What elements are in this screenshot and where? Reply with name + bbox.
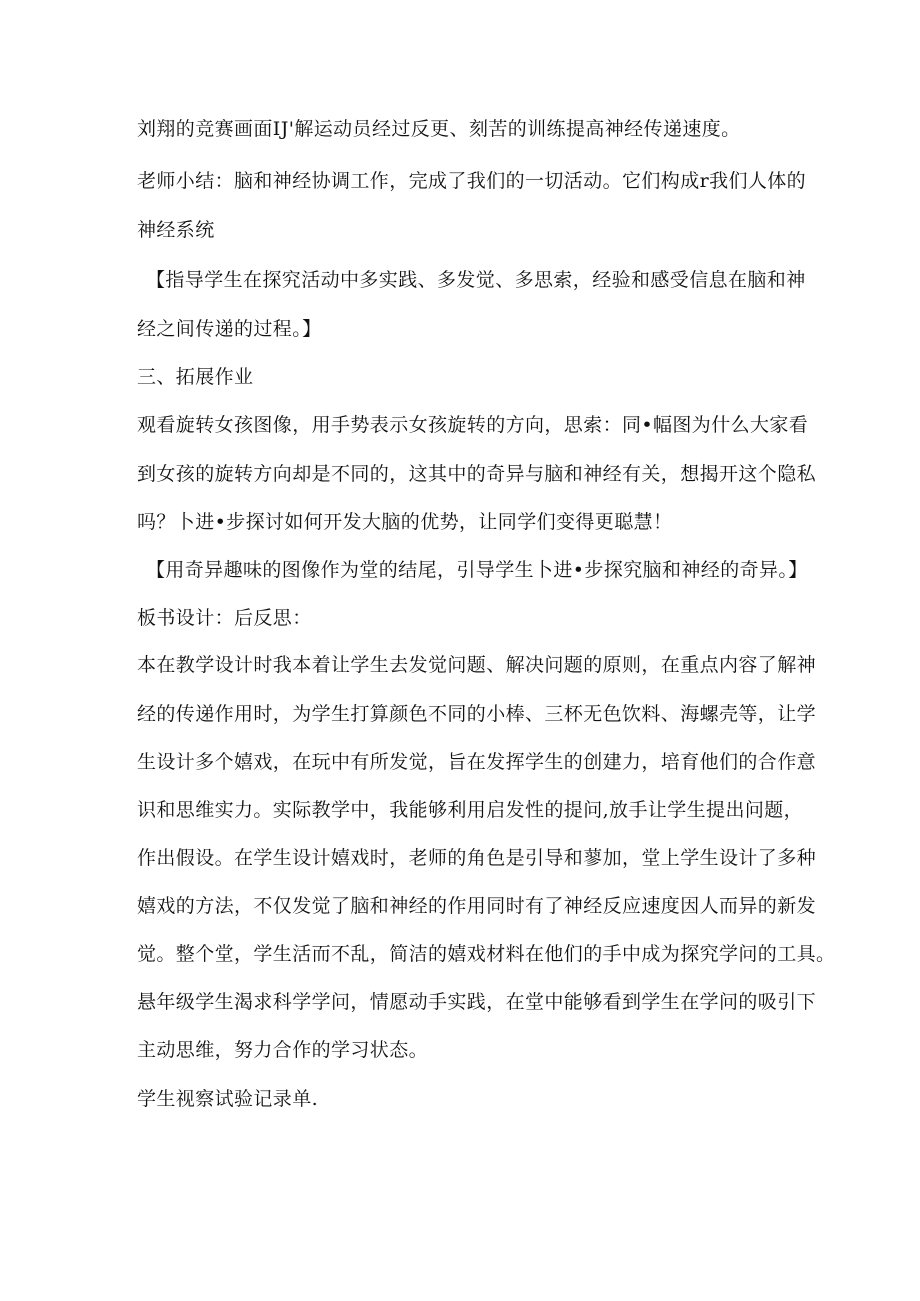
text-line-4: 【指导学生在探究活动中多实践、多发觉、多思索，经验和感受信息在脑和神 [146,269,806,291]
text-line-20: 主动思维，努力合作的学习状态。 [137,1039,429,1061]
text-line-9: 吗？卜进•步探讨如何开发大脑的优势，让同学们变得更聪慧！ [137,511,673,533]
text-line-19: 悬年级学生渴求科学学问，情愿动手实践，在堂中能够看到学生在学问的吸引下 [137,991,817,1013]
text-line-10: 【用奇异趣味的图像作为堂的结尾，引导学生卜进•步探究脑和神经的奇异。】 [146,559,808,581]
text-line-5: 经之间传递的过程。】 [137,318,322,340]
text-line-13: 经的传递作用时，为学生打算颜色不同的小棒、三杯无色饮料、海螺壳等，让学 [137,703,817,725]
text-line-3: 神经系统 [137,219,215,241]
text-line-16: 作出假设。在学生设计嬉戏时，老师的角色是引导和蓼加，堂上学生设计了多种 [137,847,817,869]
text-line-1: 刘翔的竞赛画面IJ'解运动员经过反更、刻苦的训练提高神经传递速度。 [137,118,741,140]
text-line-11: 板书设计：后反思： [137,607,312,629]
text-line-14: 生设计多个嬉戏，在玩中有所发觉，旨在发挥学生的创建力，培育他们的合作意 [137,751,817,773]
text-line-17: 嬉戏的方法，不仅发觉了脑和神经的作用同时有了神经反应速度因人而异的新发 [137,895,817,917]
section-heading: 三、拓展作业 [137,366,254,388]
text-line-7: 观看旋转女孩图像，用手势表示女孩旋转的方向，思索：同•幅图为什么大家看 [137,414,809,436]
text-line-2: 老师小结：脑和神经协调工作，完成了我们的一切活动。它们构成r我们人体的 [137,170,807,192]
text-line-15: 识和思维实力。实际教学中，我能够利用启发性的提问,放手让学生提出问题， [137,799,804,821]
text-line-12: 本在教学设计时我本着让学生去发觉问题、解决问题的原则，在重点内容了解神 [137,654,817,676]
text-line-18: 觉。整个堂，学生活而不乱，简洁的嬉戏材料在他们的手中成为探究学问的工具。 [137,943,836,965]
text-line-21: 学生视察试验记录单. [137,1088,319,1110]
text-line-8: 到女孩的旋转方向却是不同的，这其中的奇异与脑和神经有关，想揭开这个隐私 [137,463,817,485]
